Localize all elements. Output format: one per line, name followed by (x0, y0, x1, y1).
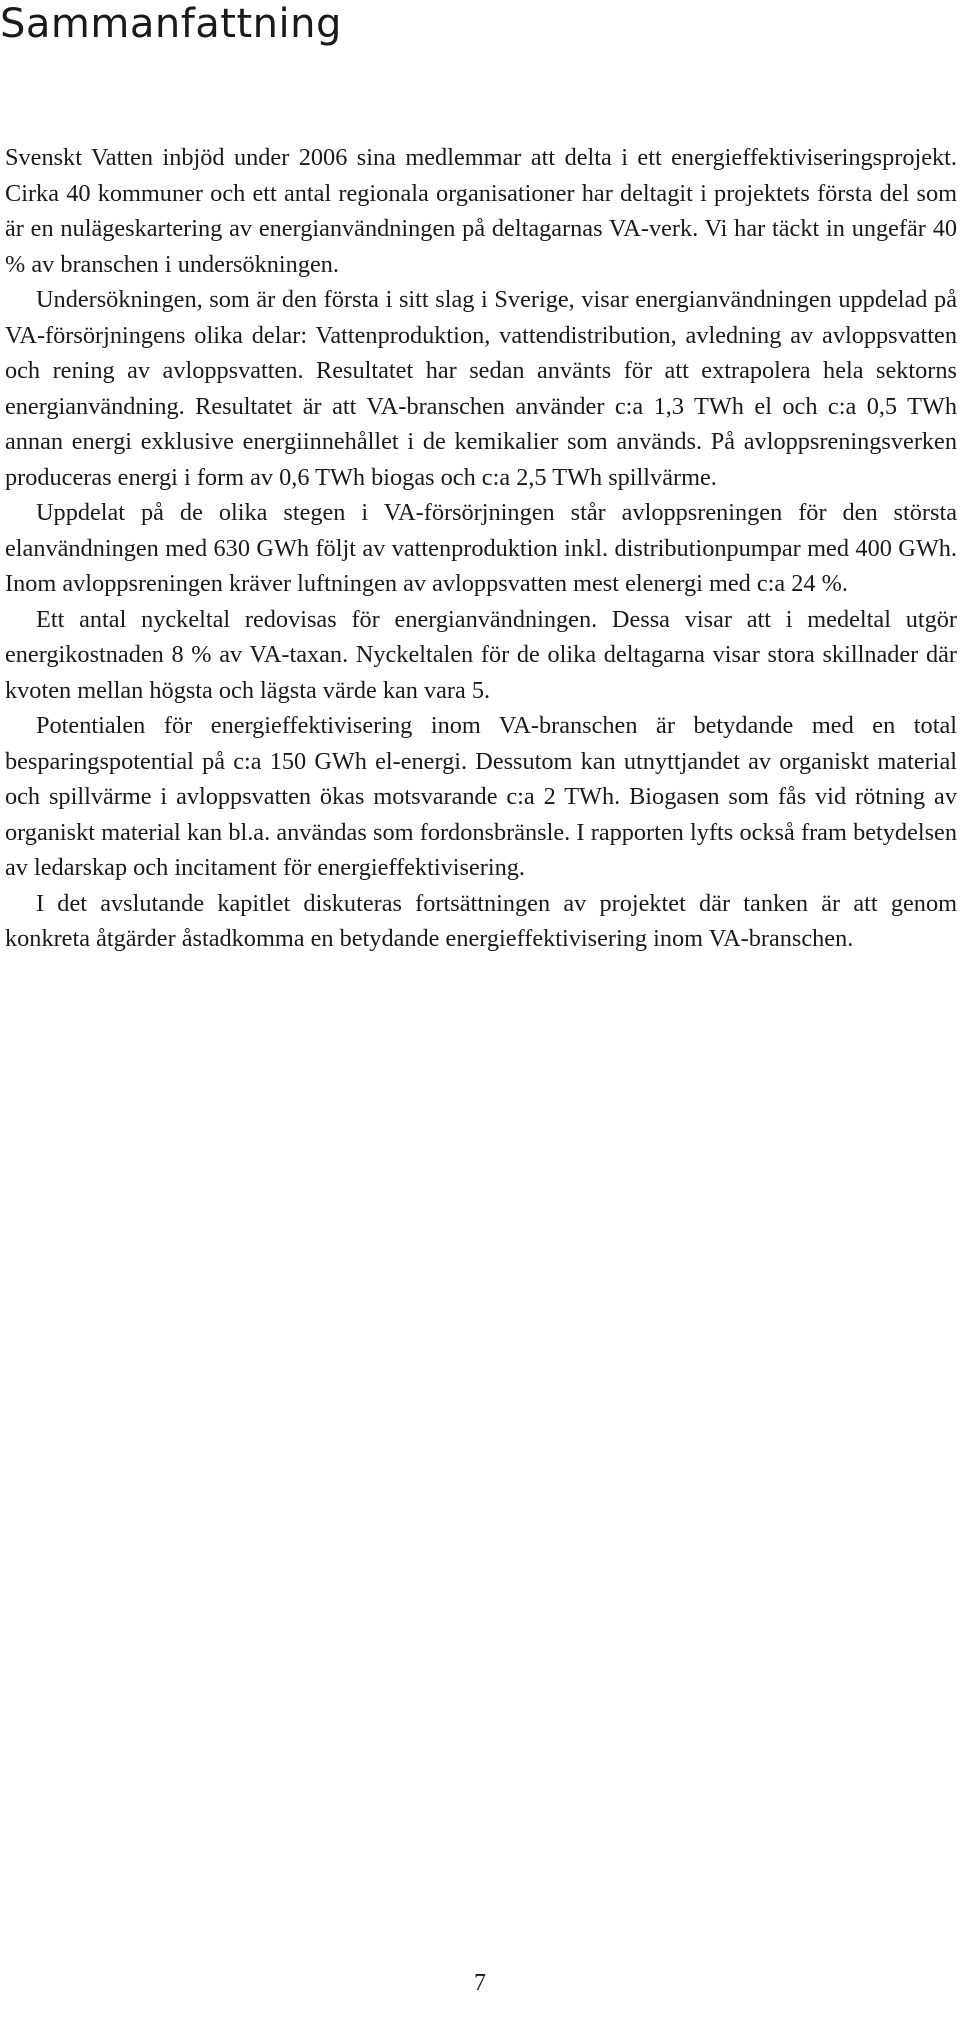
page-title: Sammanfattning (0, 1, 342, 47)
paragraph: Ett antal nyckeltal redovisas för energianvändningen. Dessa visar att i medeltal utgör energikostnaden 8 % av VA-taxan. Nyckeltalen för de olika deltagarna visar stora skillnader där kvoten mellan högsta och lägsta värde kan vara 5. (5, 605, 957, 704)
paragraph: Undersökningen, som är den första i sitt slag i Sverige, visar energianvändningen uppdelad på VA-försörjningens olika delar: Vattenproduktion, vattendistribution, avledning av avloppsvatten och rening av avloppsvatten. Resultatet har sedan använts för att extrapolera hela sektorns energianvändning. Resultatet är att VA-branschen använder c:a 1,3 TWh el och c:a 0,5 TWh annan energi exklusive energiinnehållet i de kemikalier som används. På avloppsreningsverken produceras energi i form av 0,6 TWh biogas och c:a 2,5 TWh spillvärme. (5, 286, 957, 491)
paragraph: Svenskt Vatten inbjöd under 2006 sina medlemmar att delta i ett energieffektiviseringsprojekt. Cirka 40 kommuner och ett antal regionala organisationer har deltagit i projektets första del som är en nulägeskartering av energianvändningen på deltagarnas VA-verk. Vi har täckt in ungefär 40 % av branschen i undersökningen. (5, 144, 957, 278)
page-number: 7 (474, 1970, 486, 1996)
paragraph: I det avslutande kapitlet diskuteras fortsättningen av projektet där tanken är att genom konkreta åtgärder åstadkomma en betydande energieffektivisering inom VA-branschen. (5, 889, 957, 952)
paragraph: Potentialen för energieffektivisering inom VA-branschen är betydande med en total besparingspotential på c:a 150 GWh el-energi. Dessutom kan utnyttjandet av organiskt material och spillvärme i avloppsvatten ökas motsvarande c:a 2 TWh. Biogasen som fås vid rötning av organiskt material kan bl.a. användas som fordonsbränsle. I rapporten lyfts också fram betydelsen av ledarskap och incitament för energieffektivisering. (5, 712, 957, 881)
summary-body (5, 140, 957, 957)
paragraph: Uppdelat på de olika stegen i VA-försörjningen står avloppsreningen för den största elanvändningen med 630 GWh följt av vattenproduktion inkl. distributionpumpar med 400 GWh. Inom avloppsreningen kräver luftningen av avloppsvatten mest elenergi med c:a 24 %. (5, 499, 957, 597)
